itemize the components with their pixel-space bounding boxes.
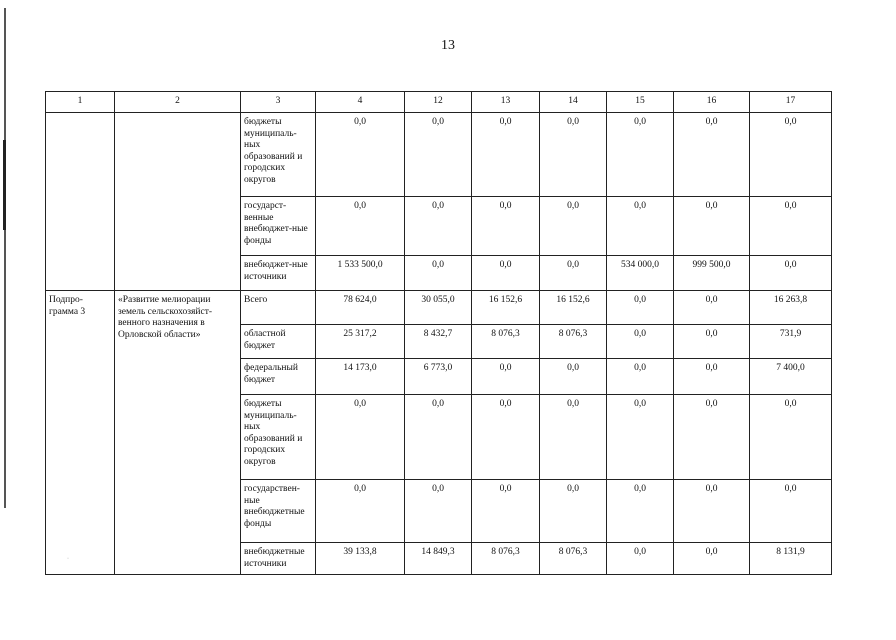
funding-source: государст-венные внебюджет-ные фонды (241, 197, 316, 256)
value-cell: 0,0 (540, 197, 607, 256)
value-cell: 0,0 (405, 197, 472, 256)
value-cell: 0,0 (607, 480, 674, 543)
value-cell: 534 000,0 (607, 256, 674, 291)
funding-source: федеральный бюджет (241, 359, 316, 395)
funding-source: внебюджетные источники (241, 543, 316, 575)
value-cell: 731,9 (750, 325, 832, 359)
value-cell: 0,0 (472, 359, 540, 395)
value-cell: 0,0 (472, 395, 540, 480)
program-name-cell (115, 113, 241, 291)
value-cell: 0,0 (472, 197, 540, 256)
value-cell: 8 076,3 (540, 543, 607, 575)
funding-source: государствен-ные внебюджетные фонды (241, 480, 316, 543)
block1-body (46, 113, 832, 291)
value-cell: 0,0 (674, 325, 750, 359)
value-cell: 0,0 (540, 359, 607, 395)
value-cell: 0,0 (674, 113, 750, 197)
value-cell: 0,0 (674, 197, 750, 256)
value-cell: 14 173,0 (316, 359, 405, 395)
value-cell: 0,0 (607, 291, 674, 325)
value-cell: 8 131,9 (750, 543, 832, 575)
value-cell: 7 400,0 (750, 359, 832, 395)
value-cell: 0,0 (607, 325, 674, 359)
value-cell: 0,0 (750, 197, 832, 256)
col-header: 17 (750, 92, 832, 113)
col-header: 4 (316, 92, 405, 113)
funding-source: бюджеты муниципаль-ных образований и городских округов (241, 395, 316, 480)
block2-body (46, 291, 832, 575)
value-cell: 8 432,7 (405, 325, 472, 359)
scan-edge-mark (3, 140, 6, 230)
value-cell: 0,0 (405, 395, 472, 480)
table-header-row (46, 92, 832, 113)
budget-table (45, 91, 832, 575)
funding-source: областной бюджет (241, 325, 316, 359)
program-cell (46, 113, 115, 291)
value-cell: 39 133,8 (316, 543, 405, 575)
value-cell: 0,0 (405, 113, 472, 197)
value-cell: 8 076,3 (472, 325, 540, 359)
funding-source: Всего (241, 291, 316, 325)
value-cell: 0,0 (674, 291, 750, 325)
value-cell: 0,0 (750, 395, 832, 480)
value-cell: 14 849,3 (405, 543, 472, 575)
subprogram-label: Подпро-грамма 3 (46, 291, 115, 575)
col-header: 13 (472, 92, 540, 113)
value-cell: 0,0 (607, 395, 674, 480)
funding-source: внебюджет-ные источники (241, 256, 316, 291)
value-cell: 0,0 (607, 197, 674, 256)
value-cell: 0,0 (540, 113, 607, 197)
value-cell: 8 076,3 (472, 543, 540, 575)
value-cell: 0,0 (607, 359, 674, 395)
value-cell: 0,0 (674, 480, 750, 543)
col-header: 3 (241, 92, 316, 113)
value-cell: 16 152,6 (540, 291, 607, 325)
value-cell: 16 263,8 (750, 291, 832, 325)
value-cell: 0,0 (405, 256, 472, 291)
value-cell: 25 317,2 (316, 325, 405, 359)
col-header: 1 (46, 92, 115, 113)
value-cell: 0,0 (607, 543, 674, 575)
col-header: 2 (115, 92, 241, 113)
value-cell: 6 773,0 (405, 359, 472, 395)
value-cell: 999 500,0 (674, 256, 750, 291)
table-row (46, 113, 832, 197)
col-header: 15 (607, 92, 674, 113)
value-cell: 0,0 (316, 480, 405, 543)
value-cell: 0,0 (750, 480, 832, 543)
value-cell: 78 624,0 (316, 291, 405, 325)
value-cell: 0,0 (540, 395, 607, 480)
value-cell: 0,0 (607, 113, 674, 197)
value-cell: 0,0 (750, 113, 832, 197)
value-cell: 0,0 (472, 480, 540, 543)
value-cell: 0,0 (316, 197, 405, 256)
col-header: 12 (405, 92, 472, 113)
scan-speck: · (67, 556, 69, 562)
value-cell: 0,0 (674, 543, 750, 575)
value-cell: 8 076,3 (540, 325, 607, 359)
value-cell: 0,0 (750, 256, 832, 291)
value-cell: 0,0 (405, 480, 472, 543)
value-cell: 0,0 (540, 256, 607, 291)
col-header: 14 (540, 92, 607, 113)
subprogram-name: «Развитие мелиорации земель сельскохозяйст-венного назначения в Орловской области» (115, 291, 241, 575)
value-cell: 0,0 (540, 480, 607, 543)
value-cell: 16 152,6 (472, 291, 540, 325)
value-cell: 0,0 (316, 113, 405, 197)
value-cell: 0,0 (472, 256, 540, 291)
scan-edge-mark (4, 8, 6, 508)
value-cell: 0,0 (316, 395, 405, 480)
value-cell: 30 055,0 (405, 291, 472, 325)
funding-source: бюджеты муниципаль-ных образований и городских округов (241, 113, 316, 197)
value-cell: 0,0 (674, 395, 750, 480)
col-header: 16 (674, 92, 750, 113)
table-row (46, 291, 832, 325)
value-cell: 0,0 (472, 113, 540, 197)
value-cell: 0,0 (674, 359, 750, 395)
value-cell: 1 533 500,0 (316, 256, 405, 291)
page-number: 13 (441, 38, 455, 53)
